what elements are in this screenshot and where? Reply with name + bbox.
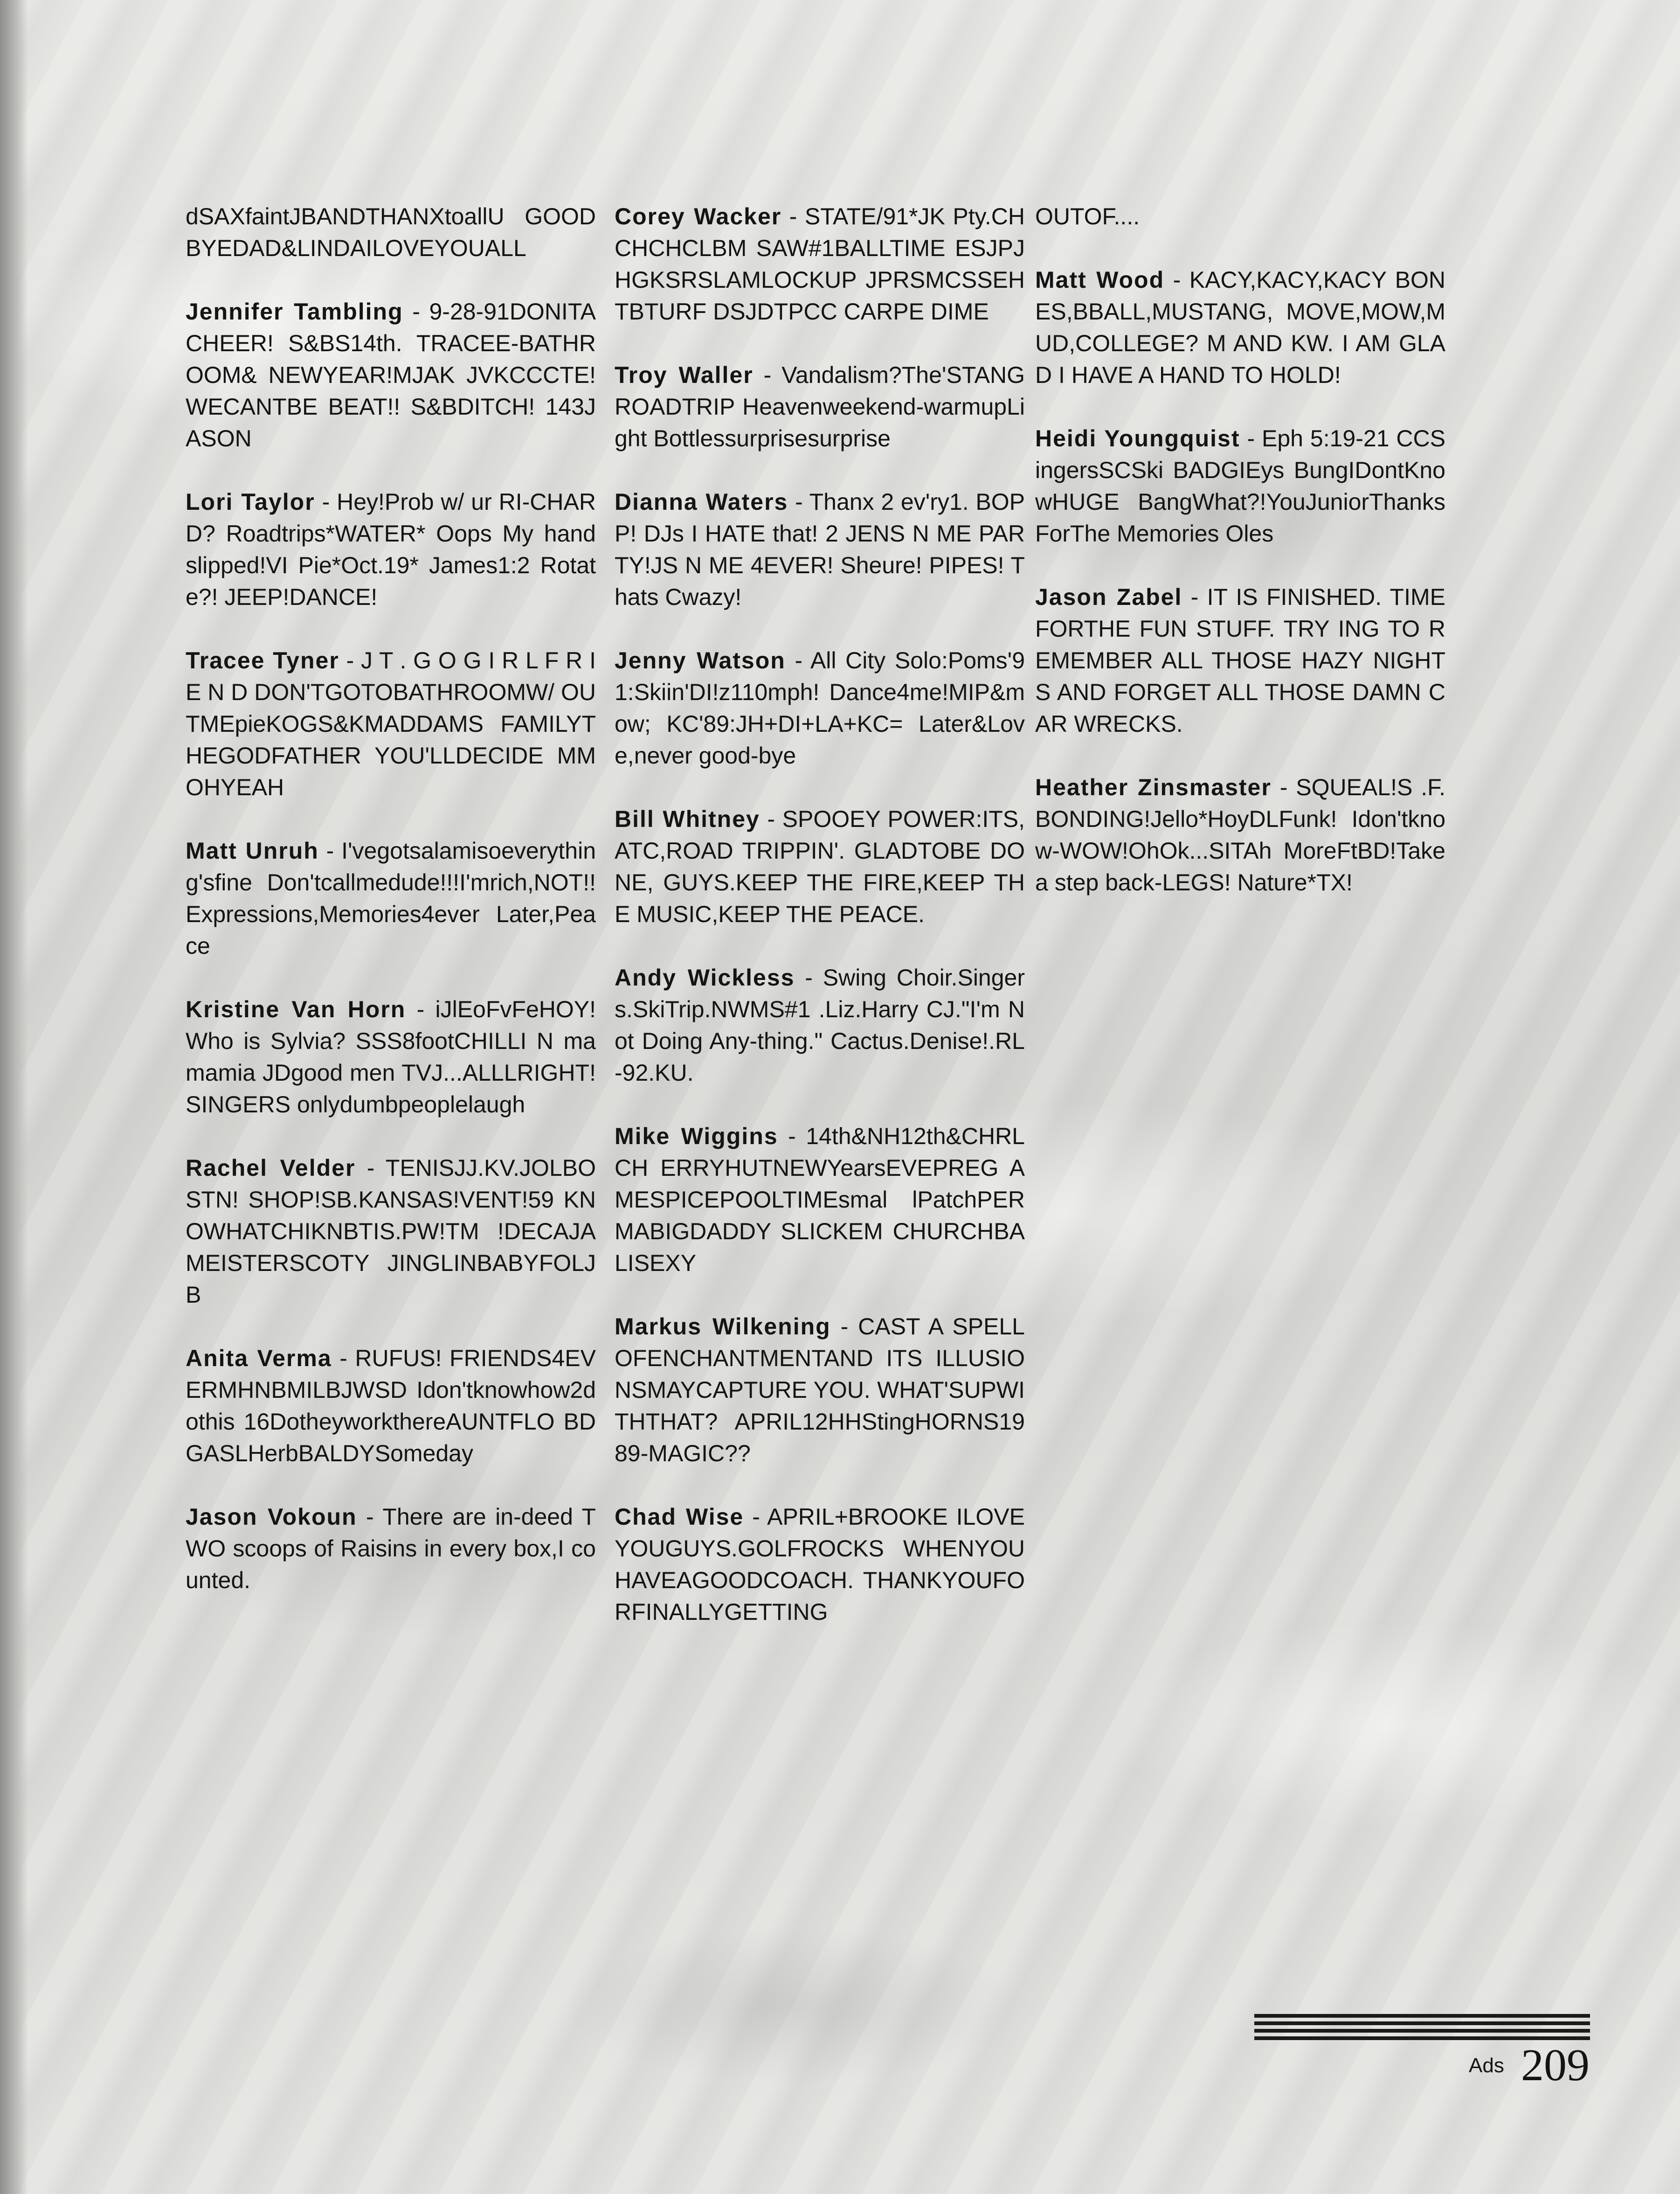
ad-name: Rachel Velder [186, 1155, 356, 1181]
ad-text: - STATE/91*JK Pty.CHCHCHCLBM SAW#1BALLTIME ESJPJHGKSRSLAMLOCKUP JPRSMCSSEHTBTURF DSJDTPCC CARPE DIME [615, 203, 1025, 325]
ad-entry [186, 993, 596, 1120]
ad-name: Kristine Van Horn [186, 996, 406, 1022]
ad-entry [1035, 201, 1445, 232]
ad-name: Lori Taylor [186, 489, 315, 515]
ad-name: Jason Vokoun [186, 1504, 357, 1530]
ad-name: Corey Wacker [615, 203, 782, 229]
ad-text: - Eph 5:19-21 CCSingersSCSki BADGIEys BungIDontKnowHUGE BangWhat?!YouJuniorThanks ForThe Memories Oles [1035, 425, 1445, 547]
ad-entry [186, 486, 596, 613]
footer-rule [1254, 2029, 1590, 2033]
ad-text: - J T . G O G I R L F R I E N D DON'TGOTOBATHROOMW/ OUTMEpieKOGS&KMADDAMS FAMILYTHEGODFATHER YOU'LLDECIDE MM OHYEAH [186, 647, 596, 800]
ad-entry [186, 1501, 596, 1596]
ad-name: Matt Unruh [186, 838, 319, 864]
ad-entry [186, 201, 596, 264]
ad-text: - TENISJJ.KV.JOLBOSTN! SHOP!SB.KANSAS!VENT!59 KNOWHATCHIKNBTIS.PW!TM !DECAJAMEISTERSCOTY JINGLINBABYFOLJB [186, 1155, 596, 1308]
ad-text: OUTOF.... [1035, 203, 1140, 229]
footer-rule [1254, 2014, 1590, 2018]
page-spine-shadow [0, 0, 28, 2194]
ad-name: Jenny Watson [615, 647, 786, 673]
ad-name: Jennifer Tambling [186, 299, 403, 325]
section-label: Ads [1469, 2054, 1504, 2077]
ad-text: - Hey!Prob w/ ur RI-CHARD? Roadtrips*WATER* Oops My hand slipped!VI Pie*Oct.19* James1:2 Rotate?! JEEP!DANCE! [186, 489, 596, 610]
ad-column-3 [1035, 201, 1445, 930]
ad-name: Andy Wickless [615, 965, 795, 991]
ad-entry [186, 1152, 596, 1311]
ad-entry [615, 359, 1025, 454]
ad-name: Matt Wood [1035, 267, 1165, 293]
ad-text: - KACY,KACY,KACY BONES,BBALL,MUSTANG, MOVE,MOW,MUD,COLLEGE? M AND KW. I AM GLAD I HAVE A HAND TO HOLD! [1035, 267, 1445, 388]
ad-entry [615, 1501, 1025, 1628]
ad-entry [1035, 581, 1445, 740]
ad-entry [186, 835, 596, 962]
ad-name: Bill Whitney [615, 806, 760, 832]
ad-name: Heather Zinsmaster [1035, 774, 1272, 800]
ad-name: Troy Waller [615, 362, 754, 388]
ad-entry [186, 645, 596, 803]
ad-text: - IT IS FINISHED. TIMEFORTHE FUN STUFF. TRY ING TO REMEMBER ALL THOSE HAZY NIGHTS AND FORGET ALL THOSE DAMN CAR WRECKS. [1035, 584, 1445, 737]
ad-entry [615, 1120, 1025, 1279]
ad-entry [1035, 423, 1445, 549]
ad-name: Jason Zabel [1035, 584, 1182, 610]
ad-text: - RUFUS! FRIENDS4EVERMHNBMILBJWSD Idon'tknowhow2dothis 16DotheyworkthereAUNTFLO BDGASLHerbBALDYSomeday [186, 1345, 596, 1466]
ad-text: - 9-28-91DONITA CHEER! S&BS14th. TRACEE-BATHROOM& NEWYEAR!MJAK JVKCCCTE! WECANTBE BEAT!! S&BDITCH! 143JASON [186, 299, 596, 451]
ad-name: Tracee Tyner [186, 647, 339, 673]
ad-entry [1035, 771, 1445, 898]
ad-entry [1035, 264, 1445, 391]
ad-entry [615, 201, 1025, 327]
ad-entry [615, 645, 1025, 771]
ad-text: - APRIL+BROOKE ILOVEYOUGUYS.GOLFROCKS WHENYOUHAVEAGOODCOACH. THANKYOUFORFINALLYGETTING [615, 1504, 1025, 1625]
ad-name: Anita Verma [186, 1345, 332, 1371]
ad-text: - 14th&NH12th&CHRLCH ERRYHUTNEWYearsEVEPREG AMESPICEPOOLTIMEsmal lPatchPERMABIGDADDY SLICKEM CHURCHBALISEXY [615, 1123, 1025, 1276]
ad-text: - Swing Choir.Singers.SkiTrip.NWMS#1 .Liz.Harry CJ."I'm Not Doing Any-thing." Cactus.Denise!.RL-92.KU. [615, 965, 1025, 1086]
ad-text: - SQUEAL!S .F.BONDING!Jello*HoyDLFunk! Idon'tknow-WOW!OhOk...SITAh MoreFtBD!Take a step back-LEGS! Nature*TX! [1035, 774, 1445, 896]
ad-text: - All City Solo:Poms'91:Skiin'DI!z110mph! Dance4me!MIP&mow; KC'89:JH+DI+LA+KC= Later&Love,never good-bye [615, 647, 1025, 769]
ad-entry [186, 1342, 596, 1469]
ad-column-1 [186, 201, 596, 1628]
ad-entry [615, 486, 1025, 613]
footer-rule [1254, 2021, 1590, 2025]
ad-entry [615, 1311, 1025, 1469]
ad-text: - SPOOEY POWER:ITS,ATC,ROAD TRIPPIN'. GLADTOBE DONE, GUYS.KEEP THE FIRE,KEEP THE MUSIC,KEEP THE PEACE. [615, 806, 1025, 927]
ad-column-2 [615, 201, 1025, 1659]
ad-name: Mike Wiggins [615, 1123, 778, 1149]
ad-text: - Vandalism?The'STANGROADTRIP Heavenweekend-warmupLight Bottlessurprisesurprise [615, 362, 1025, 451]
ad-name: Heidi Youngquist [1035, 425, 1240, 451]
ad-text: dSAXfaintJBANDTHANXtoallU GOODBYEDAD&LINDAILOVEYOUALL [186, 203, 596, 261]
ad-name: Markus Wilkening [615, 1313, 831, 1340]
ad-name: Chad Wise [615, 1504, 744, 1530]
ad-name: Dianna Waters [615, 489, 788, 515]
ad-entry [615, 803, 1025, 930]
ad-text: - CAST A SPELLOFENCHANTMENTAND ITS ILLUSIONSMAYCAPTURE YOU. WHAT'SUPWITHTHAT? APRIL12HHStingHORNS1989-MAGIC?? [615, 1313, 1025, 1466]
ad-text: - Thanx 2 ev'ry1. BOPP! DJs I HATE that! 2 JENS N ME PARTY!JS N ME 4EVER! Sheure! PIPES! Thats Cwazy! [615, 489, 1025, 610]
ad-text: - I'vegotsalamisoeverything'sfine Don'tcallmedude!!!I'mrich,NOT!! Expressions,Memories4ever Later,Peace [186, 838, 596, 959]
page-number: 209 [1521, 2040, 1590, 2090]
ad-entry [186, 296, 596, 454]
ad-text: - iJlEoFvFeHOY! Who is Sylvia? SSS8footCHILLI N mamamia JDgood men TVJ...ALLLRIGHT! SINGERS onlydumbpeoplelaugh [186, 996, 596, 1118]
ad-entry [615, 962, 1025, 1089]
ad-text: - There are in-deed TWO scoops of Raisins in every box,I counted. [186, 1504, 596, 1593]
